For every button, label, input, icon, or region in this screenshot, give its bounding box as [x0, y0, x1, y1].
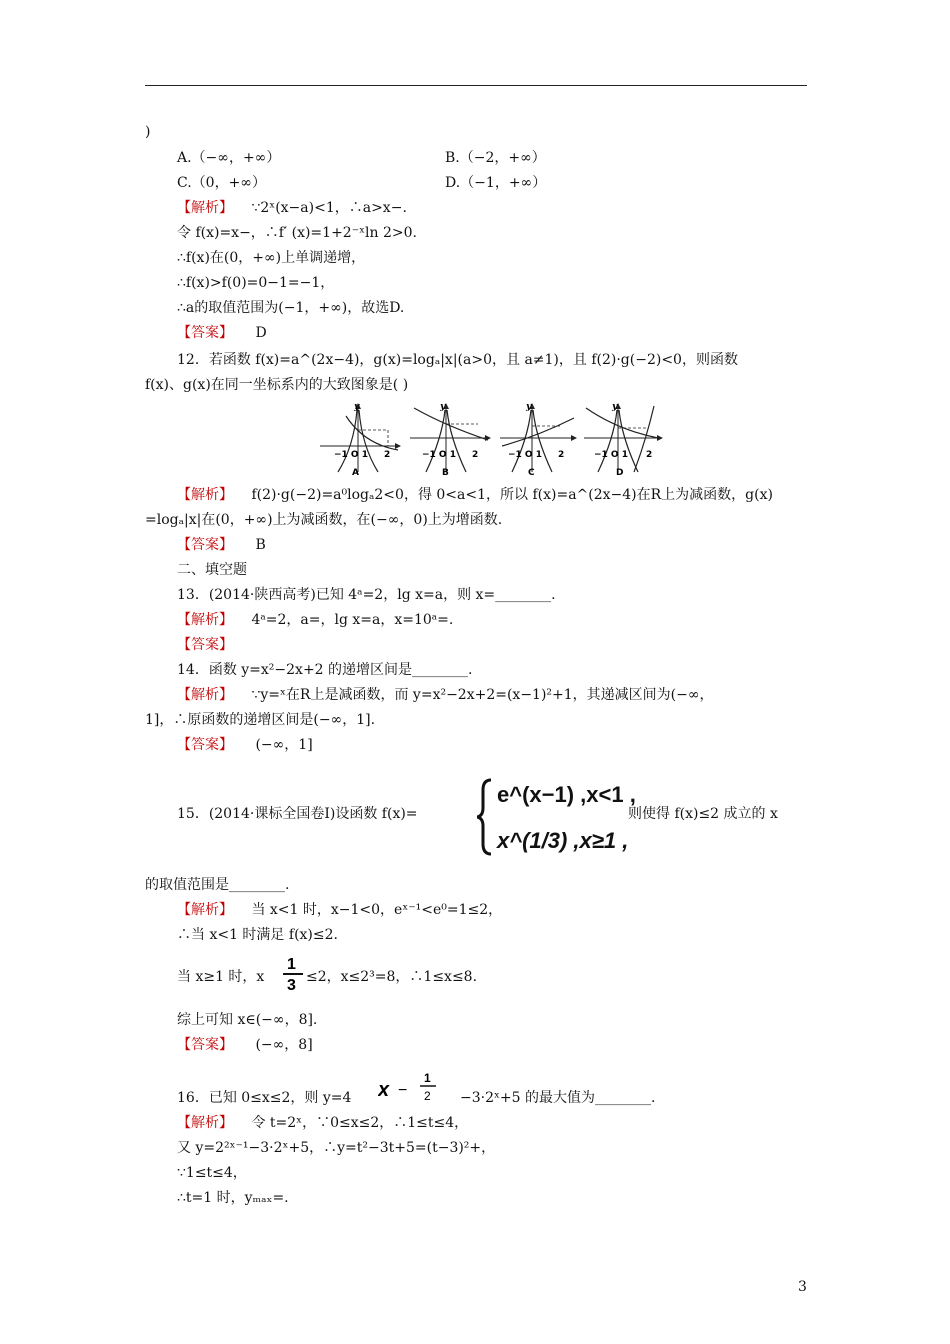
q12-analysis-2: =logₐ|x|在(0，+∞)上为减函数，在(−∞，0)上为增函数. [145, 512, 503, 528]
graph-a [320, 404, 400, 472]
q15-case-2: x^(1/3) ,x≥1 , [497, 828, 629, 853]
q14-analysis-1: ∵y=ˣ在R上是减函数，而 y=x²−2x+2=(x−1)²+1，其递减区间为(−∞， [251, 687, 714, 703]
q15-analysis-row [177, 900, 502, 920]
q16-stem-pre: 16．已知 0≤x≤2，则 y=4 [177, 1090, 352, 1106]
graph-c [500, 404, 576, 472]
q16-analysis-4: ∴t=1 时，yₘₐₓ=. [177, 1190, 289, 1206]
svg-text:y: y [612, 402, 618, 412]
q15-stem-2: 的取值范围是________. [145, 877, 290, 893]
answer-tag: 【答案】 [177, 1037, 233, 1053]
q13-analysis-1: 4ᵃ=2，a=，lg x=a，x=10ᵃ=. [251, 612, 454, 628]
q11-option-c: C.（0，+∞） [177, 175, 266, 191]
q11-analysis-row [177, 198, 407, 218]
q15-exponent-fraction [281, 953, 305, 993]
analysis-tag: 【解析】 [177, 612, 233, 628]
svg-text:y: y [526, 402, 532, 412]
analysis-tag: 【解析】 [177, 902, 233, 918]
svg-text:1: 1 [287, 956, 296, 973]
svg-text:y: y [354, 402, 360, 412]
section-title: 二、填空题 [177, 562, 247, 578]
svg-text:x: x [378, 1079, 390, 1101]
answer-tag: 【答案】 [177, 637, 233, 653]
q15-stem-post: 则使得 f(x)≤2 成立的 x [628, 806, 778, 822]
svg-text:−1 O 1: −1 O 1 [594, 450, 628, 460]
q16-analysis-2: 又 y=2²ˣ⁻¹−3·2ˣ+5，∴y=t²−3t+5=(t−3)²+， [177, 1140, 496, 1156]
q14-analysis-row [177, 685, 714, 705]
q15-analysis-3-pre: 当 x≥1 时，x [177, 969, 265, 985]
q15-stem-pre: 15．(2014·课标全国卷Ⅰ)设函数 f(x)= [177, 806, 418, 822]
q11-analysis-2: 令 f(x)=x−，∴f′ (x)=1+2⁻ˣln 2>0. [177, 225, 417, 241]
svg-text:−1 O 1: −1 O 1 [334, 450, 368, 460]
q16-analysis-row [177, 1113, 468, 1133]
svg-text:2: 2 [558, 450, 565, 460]
answer-tag: 【答案】 [177, 537, 233, 553]
graph-d [584, 404, 662, 472]
svg-text:2: 2 [646, 450, 653, 460]
q13-analysis-row [177, 610, 453, 630]
graph-label-b: B [442, 468, 449, 478]
q12-answer: B [255, 537, 266, 553]
q12-stem-2: f(x)、g(x)在同一坐标系内的大致图象是( ) [145, 377, 409, 393]
q12-analysis-row [177, 485, 773, 505]
q14-answer: (−∞，1] [255, 737, 313, 753]
page-number: 3 [798, 1279, 807, 1295]
q15-analysis-1: 当 x<1 时，x−1<0，eˣ⁻¹<e⁰=1≤2， [251, 902, 503, 918]
q12-analysis-1: f(2)·g(−2)=a⁰logₐ2<0，得 0<a<1，所以 f(x)=a^(2x−4)在R上为减函数，g(x) [251, 487, 773, 503]
q11-answer-row [177, 323, 267, 343]
q15-answer: (−∞，8] [255, 1037, 313, 1053]
graph-label-c: C [528, 468, 535, 478]
answer-tag: 【答案】 [177, 737, 233, 753]
q16-exponent [378, 1068, 450, 1108]
svg-text:3: 3 [287, 977, 296, 993]
svg-text:2: 2 [384, 450, 391, 460]
analysis-tag: 【解析】 [177, 200, 233, 216]
analysis-tag: 【解析】 [177, 487, 233, 503]
analysis-tag: 【解析】 [177, 1115, 233, 1131]
q14-answer-row [177, 735, 313, 755]
q16-analysis-1: 令 t=2ˣ，∵0≤x≤2，∴1≤t≤4， [251, 1115, 469, 1131]
q11-analysis-1: ∵2ˣ(x−a)<1，∴a>x−. [251, 200, 407, 216]
analysis-tag: 【解析】 [177, 687, 233, 703]
q11-answer: D [255, 325, 267, 341]
q11-option-b: B.（−2，+∞） [445, 150, 546, 166]
q11-analysis-4: ∴f(x)>f(0)=0−1=−1， [177, 275, 335, 291]
q11-option-d: D.（−1，+∞） [445, 175, 547, 191]
graph-label-a: A [352, 468, 359, 478]
q11-option-a: A.（−∞，+∞） [177, 150, 281, 166]
svg-text:y: y [440, 402, 446, 412]
q11-analysis-3: ∴f(x)在(0，+∞)上单调递增， [177, 250, 366, 266]
answer-tag: 【答案】 [177, 325, 233, 341]
q16-analysis-3: ∵1≤t≤4， [177, 1165, 247, 1181]
q14-stem: 14．函数 y=x²−2x+2 的递增区间是________. [177, 662, 473, 678]
q13-stem: 13．(2014·陕西高考)已知 4ᵃ=2，lg x=a，则 x=________. [177, 587, 556, 603]
q15-analysis-3-post: ≤2，x≤2³=8，∴1≤x≤8. [306, 969, 478, 985]
q12-answer-row [177, 535, 266, 555]
svg-text:2: 2 [472, 450, 479, 460]
q15-analysis-2: ∴当 x<1 时满足 f(x)≤2. [177, 927, 338, 943]
q14-analysis-2: 1]，∴原函数的递增区间是(−∞，1]. [145, 712, 376, 728]
svg-text:2: 2 [424, 1089, 431, 1103]
q15-answer-row [177, 1035, 313, 1055]
svg-text:−1 O 1: −1 O 1 [508, 450, 542, 460]
graph-label-d: D [616, 468, 624, 478]
q11-tail: ) [145, 124, 151, 140]
svg-text:−: − [398, 1082, 408, 1099]
q13-answer-row [177, 635, 233, 655]
graph-b [410, 404, 490, 472]
svg-text:1: 1 [424, 1071, 431, 1085]
svg-text:−1 O 1: −1 O 1 [422, 450, 456, 460]
q11-analysis-5: ∴a的取值范围为(−1，+∞)，故选D. [177, 300, 405, 316]
q16-stem-post: −3·2ˣ+5 的最大值为________. [460, 1090, 656, 1106]
q15-analysis-4: 综上可知 x∈(−∞，8]. [177, 1012, 318, 1028]
header-rule [145, 85, 807, 86]
q15-case-1: e^(x−1) ,x<1 , [497, 782, 636, 807]
q12-graph-options [318, 400, 668, 478]
q12-stem-1: 12．若函数 f(x)=a^(2x−4)，g(x)=logₐ|x|(a>0，且 a≠1)，且 f(2)·g(−2)<0，则函数 [177, 352, 738, 368]
